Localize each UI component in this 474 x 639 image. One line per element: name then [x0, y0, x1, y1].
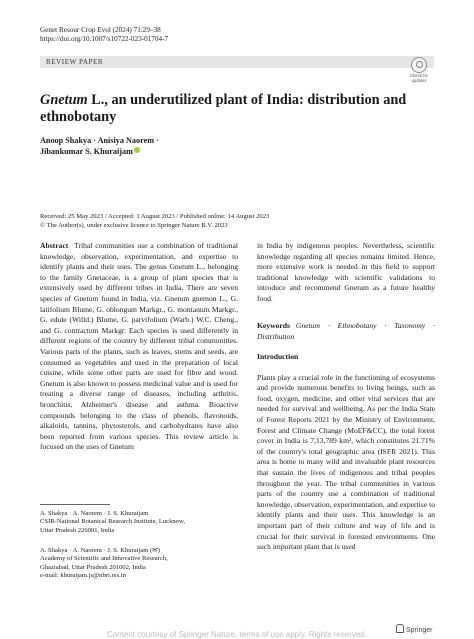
abstract-continued-text: in India by indigenous peoples. Nevertheless, scientific knowledge regarding all species remains limited. Hence, more extensive work is needed in this field to support traditional knowledge with scientific validations to introduce and recommend Gnetum as a future healthy food.: [257, 241, 435, 303]
affiliation-1-names: A. Shakya · A. Naorem · J. S. Khuraijam: [40, 510, 149, 517]
affiliation-1: [40, 510, 238, 535]
affiliation-2: [40, 547, 238, 581]
title-genus: Gnetum: [40, 92, 88, 108]
publication-history: [40, 212, 434, 230]
dates-line: Received: 25 May 2023 / Accepted: 1 August 2023 / Published online: 14 August 2023: [40, 213, 270, 220]
courtesy-watermark: Content courtesy of Springer Nature, terms of use apply. Rights reserved.: [107, 630, 367, 639]
corresponding-email[interactable]: e-mail: khuraijam.js@nbri.res.in: [40, 572, 126, 580]
affiliation-2-institution: Academy of Scientific and Innovative Research,: [40, 555, 168, 563]
keywords-text: Gnetum · Ethnobotany · Taxonomy · Distribution: [257, 321, 435, 341]
check-for-updates-badge[interactable]: [406, 57, 432, 83]
authors-line-1: Anoop Shakya · Anisiya Naorem ·: [40, 136, 159, 145]
introduction-text: Plants play a crucial role in the functioning of ecosystems and provide numerous benefits to living beings, such as food, oxygen, medicine, and other vital services that are needed for survival and wellbeing. As per the India State of Forest Reports 2021 by the Ministry of Environment, Forest and Climate Change (MoEF&CC), the total forest cover in India is 7,13,789 km², which constitutes 21.71% of the country's total geographic area (ISFR 2021). This area is home to many wild and invaluable plant resources that sustain the lives of indigenous and tribal peoples throughout the year. The tribal communities in various parts of the country use a combination of traditional knowledge, observation, experimentation, and expertise to identify plants and their uses. This knowledge is an important part of their culture and way of life and is crucial for their survival in forested environments. One such important plant that is used: [257, 372, 435, 552]
publisher-name: Springer: [406, 627, 433, 634]
title-rest: L., an underutilized plant of India: distribution and ethnobotany: [40, 92, 407, 125]
abstract-continued: [257, 241, 435, 305]
copyright-line: © The Author(s), under exclusive licence to Springer Nature B.V. 2023: [40, 222, 228, 229]
abstract-text: Tribal communities use a combination of traditional knowledge, observation, experimentation, and expertise to identify plants and their uses. The genus Gnetum L., belonging to the family Gnetaceae, is a group of plant species that is extensively used by different tribes in India. There are seven species of Gnetum found in India, viz. Gnetum gnemon L., G. latifolium Blume, G. oblongum Markgr., G. montanum Markgr., G. edule (Willd.) Blume, G. parvifolium (Warb.) W.C. Cheng., and G. contractum Markgr. Each species is used differently in different regions of the country by different tribal communities. Various parts of the plants, such as leaves, stems and seeds, are consumed as vegetables and used in the preparation of local cuisine, while some other parts are used for fibre and wood. Gnetum is also known to possess medicinal value and is used for treating a diverse range of diseases, including arthritis, bronchitis, Alzheimer's disease and asthma. Bioactive compounds belonging to the class of phenols, flavonoids, alkaloids, tannins, phytosterols, and carbohydrates have also been reported from various species. This review article is focused on the uses of Gnetum: [40, 241, 238, 452]
keywords-block: [257, 321, 435, 342]
footnote-divider: [40, 504, 110, 505]
abstract-label: Abstract: [40, 241, 69, 250]
author-list: [40, 135, 340, 157]
orcid-icon[interactable]: [134, 147, 140, 153]
update-badge-text: Check for updates: [410, 73, 428, 83]
keywords-label: Keywords: [257, 321, 290, 330]
doi-link[interactable]: https://doi.org/10.1007/s10722-023-01704-7: [40, 35, 169, 43]
authors-line-2-wrap: [40, 146, 340, 157]
journal-citation: Genet Resour Crop Evol (2024) 71:29–38: [40, 26, 161, 34]
authors-line-2: Jibankumar S. Khuraijam: [40, 147, 133, 156]
abstract-block: [40, 241, 238, 453]
section-label: REVIEW PAPER: [40, 56, 434, 68]
update-icon: [411, 57, 427, 73]
article-title: [40, 92, 420, 126]
introduction-section: [257, 352, 435, 553]
affiliation-1-institution: CSIR-National Botanical Research Institute, Lucknow,: [40, 518, 185, 526]
journal-header: [40, 26, 168, 44]
affiliation-1-place: Uttar Pradesh 226001, India: [40, 526, 115, 534]
affiliation-2-names: A. Shakya · A. Naorem · J. S. Khuraijam (✉): [40, 547, 160, 554]
introduction-heading: Introduction: [257, 352, 299, 361]
affiliation-2-place: Ghaziabad, Uttar Pradesh 201002, India: [40, 563, 146, 571]
